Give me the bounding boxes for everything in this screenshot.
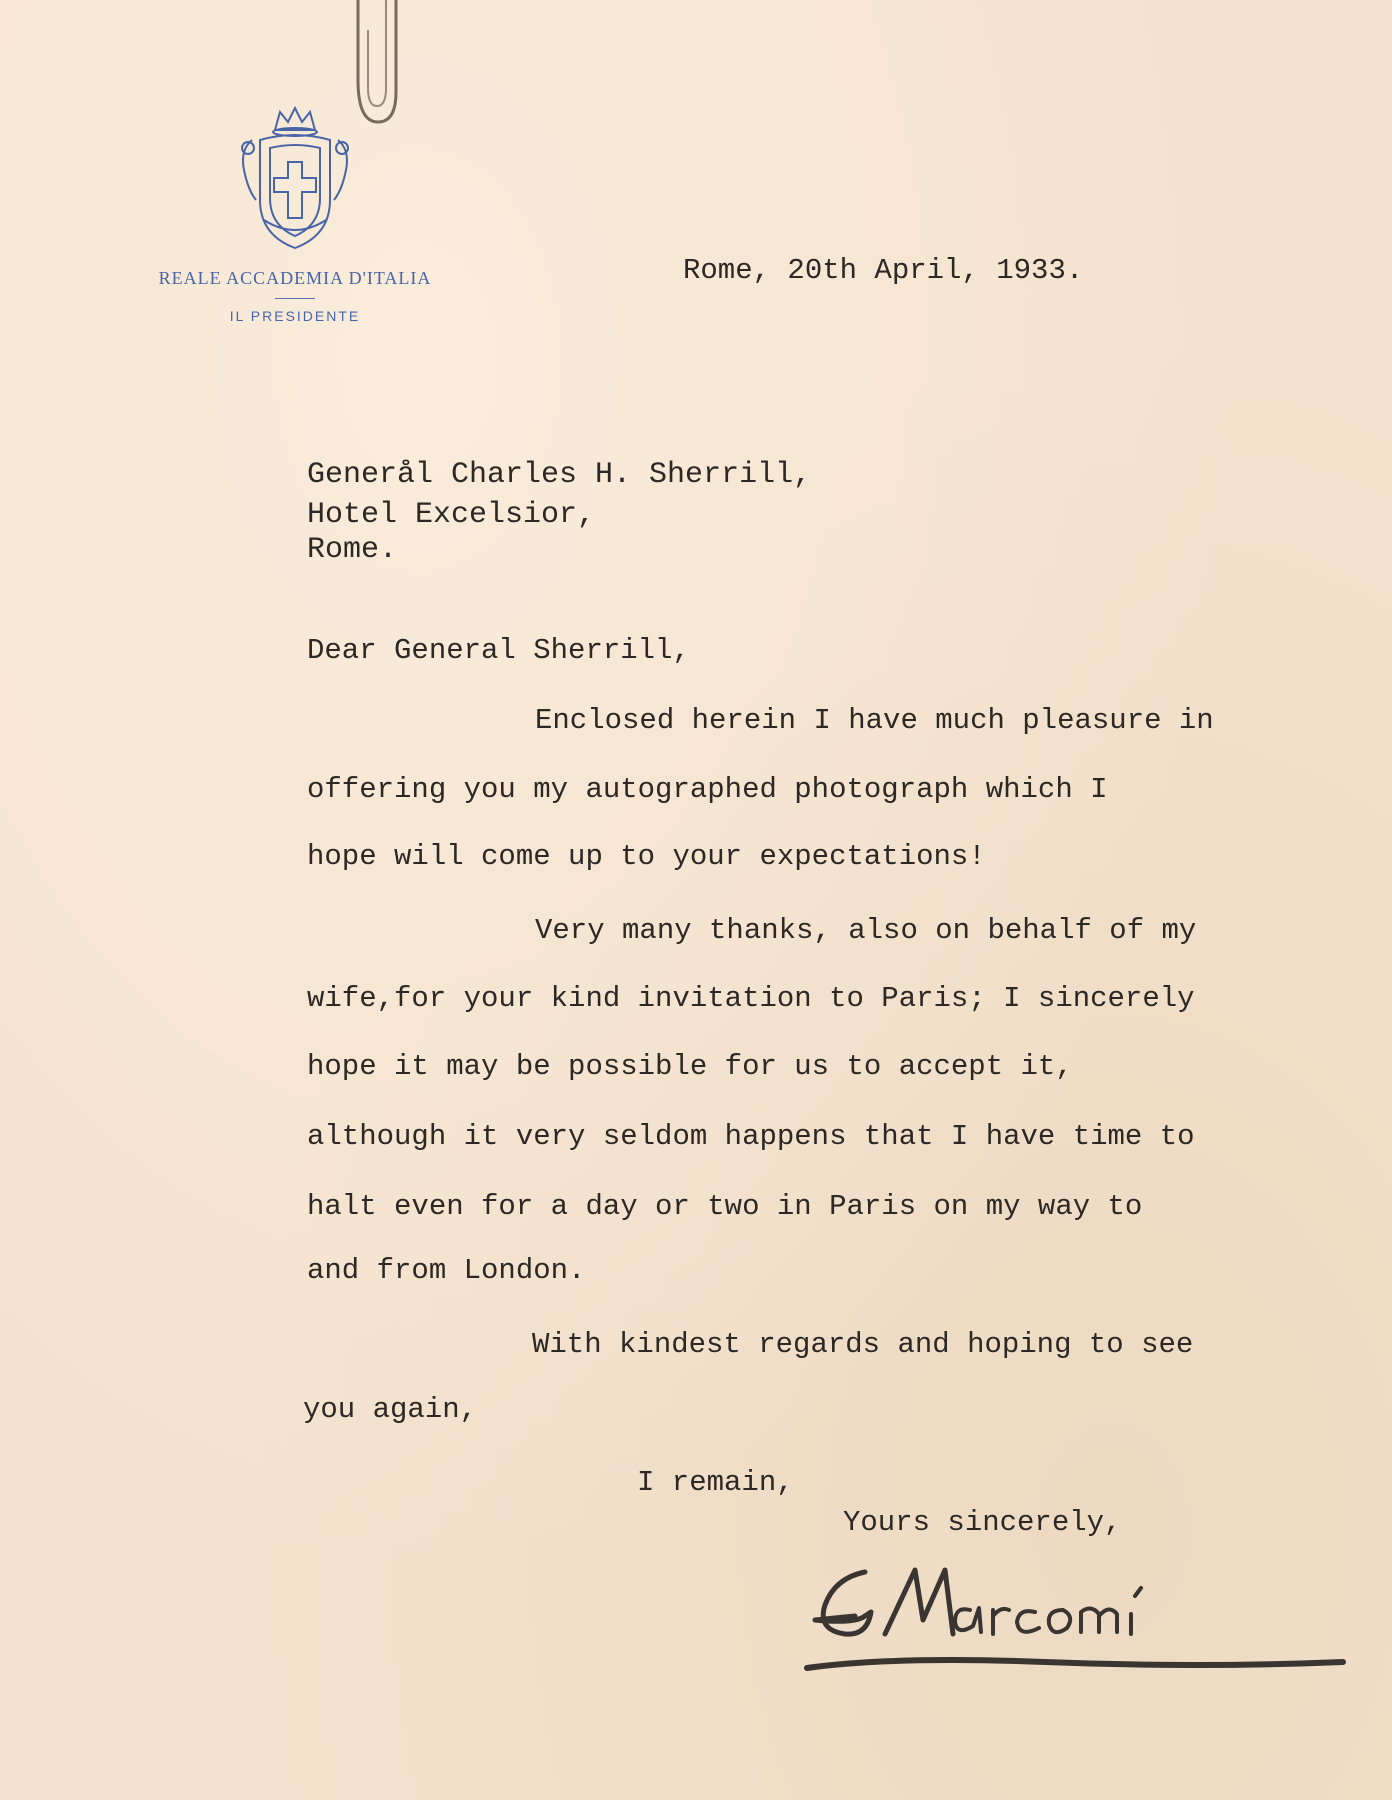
body-line: halt even for a day or two in Paris on my way to xyxy=(307,1190,1143,1223)
address-line: Generål Charles H. Sherrill, xyxy=(307,458,812,492)
body-line: wife,for your kind invitation to Paris; I sincerely xyxy=(307,982,1195,1015)
letterhead-divider xyxy=(275,298,315,299)
body-line: and from London. xyxy=(307,1254,586,1287)
body-line: hope it may be possible for us to accept it, xyxy=(307,1050,1073,1083)
body-line: offering you my autographed photograph which I xyxy=(307,773,1108,806)
letterhead xyxy=(120,100,470,324)
body-line: hope will come up to your expectations! xyxy=(307,840,986,873)
closing-line: Yours sincerely, xyxy=(843,1506,1122,1539)
royal-crest-icon xyxy=(230,100,360,260)
address-line: Hotel Excelsior, xyxy=(307,498,596,532)
body-line: you again, xyxy=(303,1393,478,1426)
letterhead-role: IL PRESIDENTE xyxy=(229,308,361,324)
address-line: Rome. xyxy=(307,533,398,567)
body-line: Very many thanks, also on behalf of my xyxy=(535,914,1197,947)
closing-line: I remain, xyxy=(637,1466,794,1499)
salutation: Dear General Sherrill, xyxy=(307,634,690,667)
letter-date: Rome, 20th April, 1933. xyxy=(683,254,1084,287)
letterhead-organization: REALE ACCADEMIA D'ITALIA xyxy=(158,268,432,288)
body-line: With kindest regards and hoping to see xyxy=(532,1328,1194,1361)
body-line: although it very seldom happens that I have time to xyxy=(307,1120,1195,1153)
handwritten-signature xyxy=(795,1550,1355,1680)
body-line: Enclosed herein I have much pleasure in xyxy=(535,704,1214,737)
